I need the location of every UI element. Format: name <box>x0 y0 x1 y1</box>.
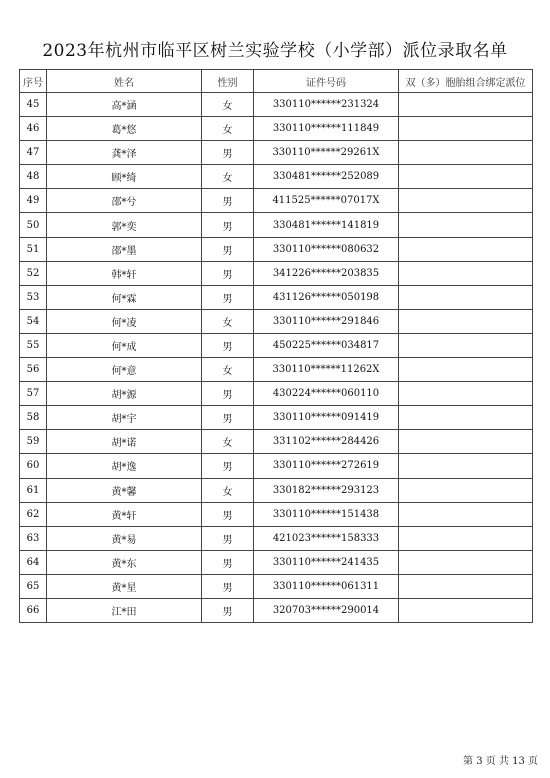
page-title: 2023年杭州市临平区树兰实验学校（小学部）派位录取名单 <box>42 41 508 61</box>
cell-seq: 52 <box>20 261 47 285</box>
table-row <box>20 406 533 430</box>
cell-name: 龚*泽 <box>47 141 202 165</box>
table-body <box>20 93 533 623</box>
cell-twin-binding <box>399 550 533 574</box>
cell-twin-binding <box>399 141 533 165</box>
header-name: 姓名 <box>47 70 202 93</box>
cell-gender: 男 <box>202 213 254 237</box>
cell-seq: 56 <box>20 358 47 382</box>
cell-seq: 63 <box>20 526 47 550</box>
cell-name: 黄*东 <box>47 550 202 574</box>
cell-gender: 女 <box>202 358 254 382</box>
table-row <box>20 478 533 502</box>
cell-name: 黄*馨 <box>47 478 202 502</box>
cell-id-number: 330110******241435 <box>254 550 399 574</box>
cell-name: 韩*轩 <box>47 261 202 285</box>
table-row <box>20 237 533 261</box>
table-row <box>20 358 533 382</box>
cell-gender: 男 <box>202 285 254 309</box>
cell-seq: 51 <box>20 237 47 261</box>
table-row <box>20 550 533 574</box>
table-row <box>20 93 533 117</box>
cell-id-number: 450225******034817 <box>254 333 399 357</box>
cell-name: 邵*兮 <box>47 189 202 213</box>
cell-twin-binding <box>399 454 533 478</box>
cell-name: 胡*宇 <box>47 406 202 430</box>
page-number: 第 3 页 共 13 页 <box>463 756 538 767</box>
cell-seq: 49 <box>20 189 47 213</box>
cell-name: 黄*易 <box>47 526 202 550</box>
cell-name: 何*霖 <box>47 285 202 309</box>
cell-twin-binding <box>399 117 533 141</box>
cell-twin-binding <box>399 261 533 285</box>
table-header <box>20 70 533 93</box>
cell-seq: 46 <box>20 117 47 141</box>
table-row <box>20 574 533 598</box>
table-row <box>20 309 533 333</box>
cell-gender: 男 <box>202 526 254 550</box>
cell-id-number: 330182******293123 <box>254 478 399 502</box>
cell-name: 胡*逸 <box>47 454 202 478</box>
cell-id-number: 330110******111849 <box>254 117 399 141</box>
cell-gender: 男 <box>202 141 254 165</box>
cell-seq: 61 <box>20 478 47 502</box>
cell-id-number: 330110******11262X <box>254 358 399 382</box>
table-row <box>20 213 533 237</box>
cell-twin-binding <box>399 285 533 309</box>
cell-twin-binding <box>399 478 533 502</box>
cell-name: 胡*诺 <box>47 430 202 454</box>
table-row <box>20 454 533 478</box>
cell-id-number: 330110******080632 <box>254 237 399 261</box>
cell-gender: 男 <box>202 406 254 430</box>
cell-twin-binding <box>399 93 533 117</box>
header-row <box>20 70 533 93</box>
cell-name: 郭*奕 <box>47 213 202 237</box>
table-row <box>20 598 533 622</box>
cell-seq: 66 <box>20 598 47 622</box>
cell-twin-binding <box>399 309 533 333</box>
cell-id-number: 330481******252089 <box>254 165 399 189</box>
admission-table <box>19 69 533 623</box>
cell-id-number: 330110******291846 <box>254 309 399 333</box>
cell-gender: 男 <box>202 189 254 213</box>
table-row <box>20 189 533 213</box>
cell-id-number: 411525******07017X <box>254 189 399 213</box>
cell-gender: 女 <box>202 93 254 117</box>
cell-gender: 女 <box>202 430 254 454</box>
table-row <box>20 165 533 189</box>
cell-twin-binding <box>399 333 533 357</box>
header-id-number: 证件号码 <box>254 70 399 93</box>
cell-id-number: 330110******231324 <box>254 93 399 117</box>
cell-twin-binding <box>399 237 533 261</box>
cell-gender: 男 <box>202 574 254 598</box>
cell-twin-binding <box>399 502 533 526</box>
cell-gender: 男 <box>202 237 254 261</box>
cell-name: 何*凌 <box>47 309 202 333</box>
cell-seq: 53 <box>20 285 47 309</box>
cell-seq: 50 <box>20 213 47 237</box>
cell-name: 黄*轩 <box>47 502 202 526</box>
cell-gender: 女 <box>202 478 254 502</box>
cell-name: 何*意 <box>47 358 202 382</box>
cell-gender: 女 <box>202 309 254 333</box>
cell-id-number: 330110******091419 <box>254 406 399 430</box>
cell-twin-binding <box>399 189 533 213</box>
cell-id-number: 330110******272619 <box>254 454 399 478</box>
cell-seq: 65 <box>20 574 47 598</box>
cell-name: 葛*悠 <box>47 117 202 141</box>
cell-seq: 60 <box>20 454 47 478</box>
cell-twin-binding <box>399 598 533 622</box>
cell-id-number: 330481******141819 <box>254 213 399 237</box>
cell-seq: 58 <box>20 406 47 430</box>
table-row <box>20 285 533 309</box>
cell-seq: 47 <box>20 141 47 165</box>
cell-gender: 男 <box>202 261 254 285</box>
cell-name: 高*涵 <box>47 93 202 117</box>
cell-gender: 男 <box>202 333 254 357</box>
cell-seq: 48 <box>20 165 47 189</box>
cell-seq: 62 <box>20 502 47 526</box>
cell-gender: 男 <box>202 550 254 574</box>
table-row <box>20 117 533 141</box>
header-seq: 序号 <box>20 70 47 93</box>
cell-seq: 54 <box>20 309 47 333</box>
cell-seq: 55 <box>20 333 47 357</box>
cell-name: 顾*绮 <box>47 165 202 189</box>
cell-id-number: 320703******290014 <box>254 598 399 622</box>
table-row <box>20 382 533 406</box>
cell-twin-binding <box>399 165 533 189</box>
cell-seq: 59 <box>20 430 47 454</box>
header-gender: 性别 <box>202 70 254 93</box>
table-row <box>20 333 533 357</box>
cell-twin-binding <box>399 382 533 406</box>
cell-seq: 64 <box>20 550 47 574</box>
cell-gender: 男 <box>202 598 254 622</box>
cell-name: 胡*源 <box>47 382 202 406</box>
cell-name: 黄*星 <box>47 574 202 598</box>
cell-id-number: 330110******29261X <box>254 141 399 165</box>
table-row <box>20 430 533 454</box>
cell-id-number: 430224******060110 <box>254 382 399 406</box>
cell-gender: 女 <box>202 117 254 141</box>
cell-id-number: 330110******061311 <box>254 574 399 598</box>
cell-gender: 男 <box>202 502 254 526</box>
cell-name: 何*成 <box>47 333 202 357</box>
cell-id-number: 421023******158333 <box>254 526 399 550</box>
table-row <box>20 526 533 550</box>
cell-twin-binding <box>399 358 533 382</box>
cell-gender: 男 <box>202 454 254 478</box>
cell-twin-binding <box>399 526 533 550</box>
table-row <box>20 141 533 165</box>
cell-twin-binding <box>399 406 533 430</box>
cell-twin-binding <box>399 574 533 598</box>
cell-id-number: 331102******284426 <box>254 430 399 454</box>
cell-seq: 57 <box>20 382 47 406</box>
cell-name: 邵*墨 <box>47 237 202 261</box>
table-row <box>20 261 533 285</box>
cell-id-number: 341226******203835 <box>254 261 399 285</box>
cell-name: 江*田 <box>47 598 202 622</box>
cell-gender: 女 <box>202 165 254 189</box>
cell-seq: 45 <box>20 93 47 117</box>
cell-gender: 男 <box>202 382 254 406</box>
cell-id-number: 431126******050198 <box>254 285 399 309</box>
cell-twin-binding <box>399 213 533 237</box>
table-row <box>20 502 533 526</box>
cell-twin-binding <box>399 430 533 454</box>
cell-id-number: 330110******151438 <box>254 502 399 526</box>
header-twin-binding: 双（多）胞胎组合绑定派位 <box>399 70 533 93</box>
